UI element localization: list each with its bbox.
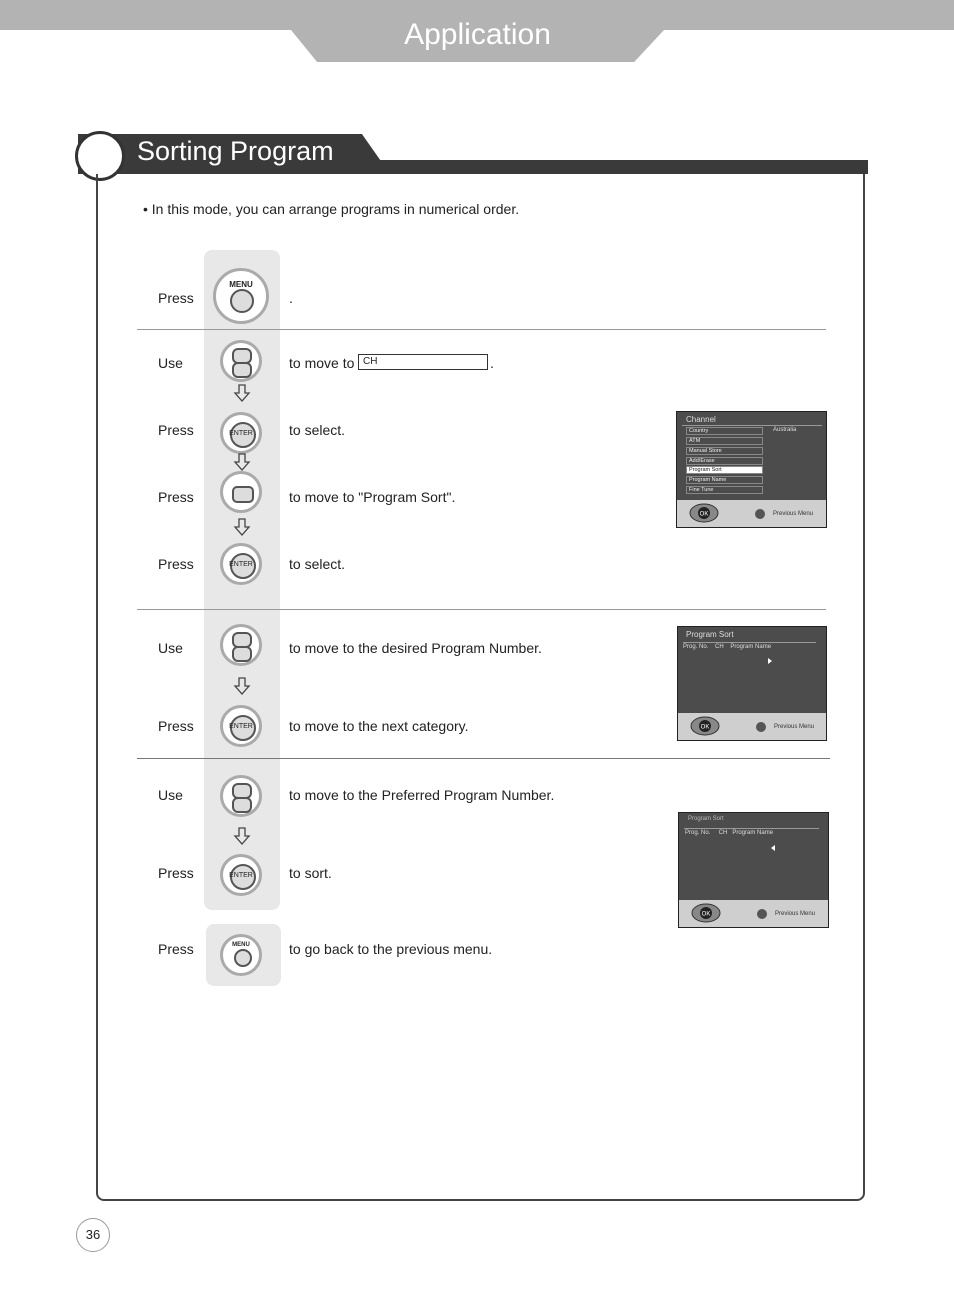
menu-button[interactable] bbox=[220, 934, 262, 976]
enter-button[interactable] bbox=[220, 543, 262, 585]
right-arrow-icon bbox=[767, 657, 773, 665]
page-number: 36 bbox=[76, 1218, 110, 1252]
up-down-button[interactable] bbox=[220, 775, 262, 817]
down-arrow-icon bbox=[232, 797, 252, 813]
ok-pad-icon bbox=[690, 716, 720, 736]
country-value: Australia bbox=[773, 427, 797, 433]
step-text: to select. bbox=[289, 556, 346, 572]
ok-label: OK bbox=[699, 511, 709, 518]
screen-divider bbox=[684, 828, 819, 829]
down-arrow-icon bbox=[232, 452, 252, 472]
menu-button-label: MENU bbox=[232, 942, 250, 948]
step-label: Use bbox=[158, 787, 183, 803]
program-sort-screen bbox=[677, 626, 827, 741]
screen-divider bbox=[682, 425, 822, 426]
menu-button[interactable] bbox=[213, 268, 269, 324]
down-arrow-icon bbox=[232, 362, 252, 378]
up-down-button[interactable] bbox=[220, 624, 262, 666]
divider bbox=[137, 609, 826, 610]
menu-item: Add/Erase bbox=[686, 457, 763, 465]
screen-title: Channel bbox=[686, 415, 716, 424]
footer-text: Previous Menu bbox=[773, 511, 814, 517]
channel-menu-screen bbox=[676, 411, 827, 528]
menu-item: Manual Store bbox=[686, 447, 763, 455]
screen-footer bbox=[678, 713, 826, 740]
menu-item: Program Name bbox=[686, 476, 763, 484]
menu-button-label: MENU bbox=[229, 280, 253, 289]
menu-item: ATM bbox=[686, 437, 763, 445]
column-headers: Prog. No. CH Program Name bbox=[683, 644, 772, 650]
down-button[interactable] bbox=[220, 471, 262, 513]
down-arrow-icon bbox=[232, 517, 252, 537]
divider bbox=[137, 329, 826, 330]
step-text: to move to the next category. bbox=[289, 718, 469, 734]
step-label: Press bbox=[158, 422, 194, 438]
menu-item: Fine Tune bbox=[686, 486, 763, 494]
step-label: Use bbox=[158, 355, 183, 371]
column-headers: Prog. No. CH Program Name bbox=[685, 830, 774, 836]
footer-text: Previous Menu bbox=[774, 724, 815, 730]
screen-footer bbox=[677, 500, 826, 527]
up-down-button[interactable] bbox=[220, 340, 262, 382]
ok-pad-icon bbox=[691, 903, 721, 923]
ok-pad-icon bbox=[689, 503, 719, 523]
menu-button-knob bbox=[230, 289, 254, 313]
step-label: Press bbox=[158, 556, 194, 572]
down-arrow-icon bbox=[232, 646, 252, 662]
step-text: to move to bbox=[289, 355, 355, 371]
enter-button-label: ENTER bbox=[229, 561, 253, 568]
down-arrow-icon bbox=[232, 826, 252, 846]
ok-label: OK bbox=[701, 911, 711, 918]
down-arrow-icon bbox=[232, 383, 252, 403]
ok-label: OK bbox=[700, 724, 710, 731]
intro-text: • In this mode, you can arrange programs in numerical order. bbox=[143, 201, 520, 217]
step-text: to move to the Preferred Program Number. bbox=[289, 787, 555, 803]
enter-button[interactable] bbox=[220, 412, 262, 454]
intro-line: In this mode, you can arrange programs in numerical order. bbox=[151, 201, 520, 217]
divider bbox=[137, 758, 830, 759]
previous-menu-icon bbox=[757, 909, 767, 919]
step-text: to go back to the previous menu. bbox=[289, 941, 493, 957]
enter-button-label: ENTER bbox=[229, 723, 253, 730]
screen-title: Program Sort bbox=[686, 630, 734, 639]
section-title: Sorting Program bbox=[137, 136, 334, 166]
step-text: to move to "Program Sort". bbox=[289, 489, 456, 505]
menu-item-selected: Program Sort bbox=[686, 466, 763, 474]
step-label: Press bbox=[158, 718, 194, 734]
program-sort-screen-2 bbox=[678, 812, 829, 928]
footer-text: Previous Menu bbox=[775, 911, 816, 917]
step-text: . bbox=[289, 290, 293, 306]
step-text: to select. bbox=[289, 422, 346, 438]
screen-title: Program Sort bbox=[688, 816, 724, 822]
previous-menu-icon bbox=[756, 722, 766, 732]
step-label: Press bbox=[158, 290, 194, 306]
enter-button[interactable] bbox=[220, 854, 262, 896]
step-text: to sort. bbox=[289, 865, 332, 881]
menu-button-knob bbox=[234, 949, 252, 967]
section-banner-line bbox=[380, 160, 868, 174]
step-label: Use bbox=[158, 640, 183, 656]
screen-divider bbox=[683, 642, 816, 643]
ch-menu-box: CH bbox=[358, 354, 488, 370]
header-title: Application bbox=[404, 18, 551, 51]
step-text: to move to the desired Program Number. bbox=[289, 640, 542, 656]
left-arrow-icon bbox=[770, 844, 776, 852]
down-arrow-icon bbox=[232, 676, 252, 696]
enter-button[interactable] bbox=[220, 705, 262, 747]
previous-menu-icon bbox=[755, 509, 765, 519]
enter-button-label: ENTER bbox=[229, 872, 253, 879]
step-label: Press bbox=[158, 865, 194, 881]
menu-item: Country bbox=[686, 427, 763, 435]
screen-footer bbox=[679, 900, 828, 927]
step-text-period: . bbox=[490, 355, 494, 371]
step-label: Press bbox=[158, 941, 194, 957]
down-arrow-icon bbox=[232, 486, 254, 503]
enter-button-label: ENTER bbox=[229, 430, 253, 437]
step-label: Press bbox=[158, 489, 194, 505]
